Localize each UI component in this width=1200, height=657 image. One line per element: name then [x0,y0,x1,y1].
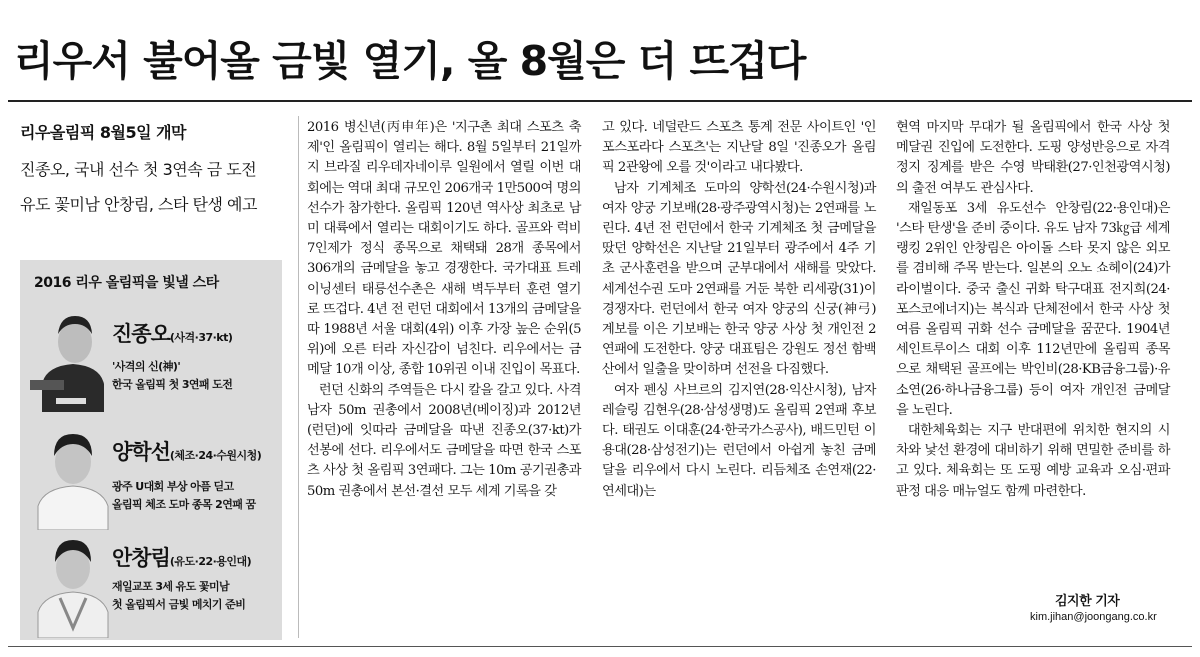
column-divider [298,116,299,638]
subhead-ahn: 유도 꽃미남 안창림, 스타 탄생 예고 [20,195,257,214]
body-paragraph: 재일동포 3세 유도선수 안창림(22·용인대)은 '스타 탄생'을 준비 중이다. 유도 남자 73㎏급 세계랭킹 2위인 안창림은 아이돌 스타 못지 않은 외모를 겸비해 주목 받는다. 일본의 오노 쇼헤이(24)가 라이벌이다. 중국 출신 귀화 탁구대표 전지희(24·포스코에너지)는 복식과 단체전에서 한국 사상 첫 여름 올림픽 귀화 선수 금메달을 꿈꾼다. 1904년 세인트루이스 대회 이후 112년만에 올림픽 종목으로 채택된 골프에는 박인비(28·KB금융그룹)·유소연(26·하나금융그룹) 등이 여자 개인전 금메달을 노린다. [896,200,1170,418]
body-paragraph: 여자 펜싱 사브르의 김지연(28·익산시청), 남자 레슬링 김현우(28·삼성생명)도 올림픽 2연패 후보다. 태권도 이대훈(24·한국가스공사), 배드민턴 이용대(28·삼성전기)는 런던에서 아쉽게 놓친 금메달을 리우에서 다시 노린다. 리듬체조 손연재(22·연세대)는 [602,382,876,499]
star-meta: (사격·37·kt) [169,331,233,344]
star-card-ahn [20,528,282,638]
body-paragraph: 2016 병신년(丙申年)은 '지구촌 최대 스포츠 축제'인 올림픽이 열리는 해다. 8월 5일부터 21일까지 브라질 리우데자네이루 일원에서 열릴 이번 대회에는 역대 최대 규모인 206개국 1만500여 명의 선수가 참가한다. 올림픽 120년 역사상 최초로 남미 대륙에서 열리는 대회이기도 하다. 골프와 럭비 7인제가 정식 종목으로 채택돼 28개 종목에서 306개의 금메달을 놓고 경쟁한다. 국가대표 트레이닝센터 태릉선수촌은 새해 벽두부터 훈련 열기로 뜨겁다. 4년 전 런던 대회에서 13개의 금메달을 따 1988년 서울 대회(4위) 이후 가장 높은 순위(5위)에 오른 터라 자신감이 넘친다. 리우에서는 금메달 10개 이상, 종합 10위권 이내 진입이 목표다. [307,120,581,378]
body-paragraph: 런던 신화의 주역들은 다시 칼을 갈고 있다. 사격 남자 50m 권총에서 2008년(베이징)과 2012년(런던)에 잇따라 금메달을 따낸 진종오(37·kt)가 선봉에 선다. 리우에서도 금메달을 따면 한국 스포츠 사상 첫 올림픽 3연패다. 그는 10m 공기권총과 50m 권총에서 본선·결선 모두 세계 기록을 갖 [307,382,581,499]
byline: 김지한 기자 [1055,594,1120,609]
body-column-3 [896,118,1170,502]
body-paragraph: 대한체육회는 지구 반대편에 위치한 현지의 시차와 낯선 환경에 대비하기 위해 면밀한 준비를 하고 있다. 체육회는 또 도핑 예방 교육과 오심·편파 판정 대응 매뉴얼도 함께 마련한다. [896,423,1170,499]
star-desc: 한국 올림픽 첫 3연패 도전 [112,378,233,391]
star-box [20,260,282,640]
top-rule [8,100,1192,102]
headline: 리우서 불어올 금빛 열기, 올 8월은 더 뜨겁다 [14,37,806,85]
subheads [20,120,300,227]
star-name: 양학선 [112,440,170,464]
subhead-dates: 리우올림픽 8월5일 개막 [20,123,187,142]
star-box-title: 2016 리우 올림픽을 빛낼 스타 [34,275,219,291]
body-column-2 [602,118,876,502]
body-paragraph: 고 있다. 네덜란드 스포츠 통계 전문 사이트인 '인포스포라다 스포츠'는 지난달 8일 '진종오가 올림픽 2관왕에 오를 것'이라고 내다봤다. [602,120,876,176]
star-desc: 올림픽 체조 도마 종목 2연패 꿈 [112,498,256,511]
star-desc: 광주 U대회 부상 아픔 딛고 [112,480,234,493]
subhead-jin: 진종오, 국내 선수 첫 3연속 금 도전 [20,160,257,179]
star-photo-yang [30,420,116,530]
star-photo-jin [30,302,116,412]
star-photo-ahn [30,528,116,638]
star-desc: '사격의 신(神)' [112,360,181,373]
reporter-email: kim.jihan@joongang.co.kr [1030,611,1157,623]
body-paragraph: 현역 마지막 무대가 될 올림픽에서 한국 사상 첫 메달권 진입에 도전한다. 도핑 양성반응으로 자격정지 징계를 받은 수영 박태환(27·인천광역시청)의 출전 여부도 관심사다. [896,120,1170,196]
body-paragraph: 남자 기계체조 도마의 양학선(24·수원시청)과 여자 양궁 기보배(28·광주광역시청)는 2연패를 노린다. 4년 전 런던에서 한국 기계체조 첫 금메달을 땄던 양학선은 지난달 21일부터 광주에서 4주 기초 군사훈련을 받으며 군부대에서 새해를 맞았다. 세계선수권 도마 2연패를 거둔 북한 리세광(31)이 경쟁자다. 런던에서 한국 여자 양궁의 신궁(神弓) 계보를 이은 기보배는 한국 양궁 사상 첫 개인전 2연패에 도전한다. 양궁 대표팀은 강원도 정선 함백산에서 일출을 맞이하며 선전을 다짐했다. [602,180,876,378]
star-card-jin [20,302,282,412]
bottom-rule [8,646,1192,647]
star-card-yang [20,420,282,530]
star-name: 진종오 [112,322,170,346]
star-desc: 재일교포 3세 유도 꽃미남 [112,580,230,593]
body-column-1 [307,118,581,502]
star-meta: (체조·24·수원시청) [169,449,262,462]
star-desc: 첫 올림픽서 금빛 메치기 준비 [112,598,246,611]
star-name: 안창림 [112,546,170,570]
star-meta: (유도·22·용인대) [169,555,252,568]
